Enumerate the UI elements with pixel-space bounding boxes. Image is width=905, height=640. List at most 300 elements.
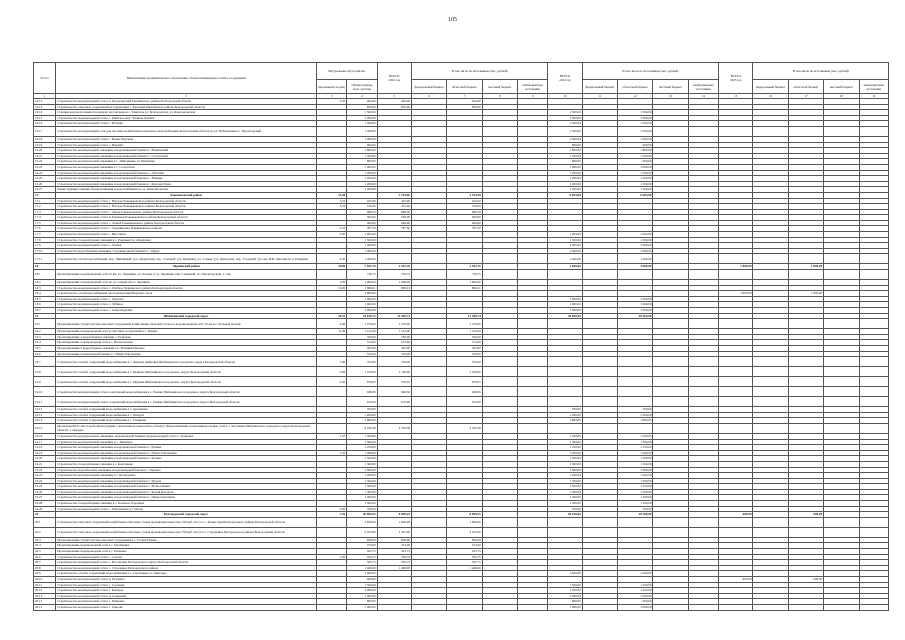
row-value: 1 500,00	[347, 484, 377, 490]
table-row	[34, 319, 889, 329]
row-code: 16.26	[34, 181, 56, 187]
row-value: 1 200,00	[548, 170, 582, 176]
investment-table	[33, 62, 889, 611]
row-code: 19.20	[34, 456, 56, 462]
row-value	[582, 126, 617, 136]
row-value: 1 000,00	[347, 296, 377, 302]
row-value	[518, 527, 548, 537]
row-value: 1 500,00	[548, 121, 582, 127]
row-name: Строительство водопроводной скважины и водонапорной башни в с. Муром	[56, 478, 317, 484]
row-value: 350,00	[447, 334, 482, 340]
row-value: 513,00	[447, 340, 482, 346]
row-value	[719, 517, 753, 527]
row-value: 1 800,00	[347, 291, 377, 297]
row-value: 1 300,00	[618, 461, 653, 467]
row-value: 600,00	[719, 512, 753, 518]
row-code: 17	[34, 192, 56, 198]
row-value: 700,00	[618, 407, 653, 413]
row-value: 900,00	[548, 159, 582, 165]
row-value	[753, 367, 788, 377]
row-value: 850,00	[347, 104, 377, 110]
row-value	[653, 527, 688, 537]
row-value	[824, 423, 859, 433]
row-value	[518, 397, 548, 407]
row-name: Строительство водопроводной сети в с. Кошары	[56, 588, 317, 594]
row-code: 19.9	[34, 377, 56, 387]
row-name: Строительство водопроводной скважины, водонапорной башни и водопроводной сети в с. Графовка	[56, 433, 317, 439]
row-value	[411, 377, 446, 387]
row-value	[518, 387, 548, 397]
row-value: 4 256,58	[377, 423, 411, 433]
table-row	[34, 126, 889, 136]
row-value	[518, 126, 548, 136]
row-value	[653, 126, 688, 136]
row-code: 19.15	[34, 423, 56, 433]
row-value	[753, 423, 788, 433]
row-value: 787,50	[377, 226, 411, 232]
table-row	[34, 377, 889, 387]
header-sources-2022a: В том числе по источникам (тыс. рублей)	[411, 63, 547, 80]
row-value: 1 500,00	[548, 484, 582, 490]
row-value	[719, 377, 753, 387]
row-value	[582, 387, 617, 397]
row-code: 17.7	[34, 232, 56, 238]
row-value: 500,00	[447, 215, 482, 221]
row-value	[411, 397, 446, 407]
row-value: 1 200,00	[618, 473, 653, 479]
row-value	[316, 397, 346, 407]
row-name: Строительство сетей и сооружений водоснабжения в с. Белянка Шебекинского городского округа Белгородской области	[56, 367, 317, 377]
row-code: 16.23	[34, 164, 56, 170]
row-value: 1 000,00	[618, 136, 653, 142]
row-value: 7 942,76	[347, 264, 377, 270]
row-name: Строительство водопроводной сети и сооружений водоснабжения в с. Ржевка Шебекинского городского округа Белгородской области	[56, 397, 317, 407]
row-code: 19.8	[34, 367, 56, 377]
row-code: 16.22	[34, 159, 56, 165]
row-value: 13 369,74	[377, 313, 411, 319]
page-number: 105	[448, 17, 457, 23]
row-value: 1 000,00	[548, 115, 582, 121]
row-code: 19.18	[34, 445, 56, 451]
row-value: 1 000,00	[548, 308, 582, 314]
row-value: 700,00	[548, 506, 582, 512]
row-value	[753, 604, 788, 610]
row-value: 1 500,00	[548, 582, 582, 588]
row-value: 532,00	[447, 351, 482, 357]
row-code: 19.4	[34, 340, 56, 346]
row-code: 17.11	[34, 254, 56, 264]
row-value	[548, 423, 582, 433]
row-name: Строительство сетей и сооружений водоснабжения в с. Глинкино	[56, 418, 317, 424]
row-name: Проектирование 2 водозаборных скважин в п. Мааявки Цвечево	[56, 345, 317, 351]
row-value: 1 200,00	[548, 588, 582, 594]
row-name: Строительство водопроводной сети в с. Огибное Чернянского района Белгородской области	[56, 285, 317, 291]
row-code: 20.14	[34, 599, 56, 605]
row-name: Строительство водопроводной сети в с. Ериковка	[56, 599, 317, 605]
row-code: 17.5	[34, 220, 56, 226]
row-value	[824, 527, 859, 537]
row-name: Строительство водопроводной сети в с. Александровка	[56, 308, 317, 314]
row-value	[482, 367, 517, 377]
table-row	[34, 527, 889, 537]
row-value	[719, 423, 753, 433]
row-value: 565,75	[347, 560, 377, 566]
row-value	[377, 604, 411, 610]
row-value: 1 300,00	[347, 439, 377, 445]
row-name: Строительство водопроводной скважины и водонапорной башни в с. Солдатский	[56, 153, 317, 159]
row-code: 20.5	[34, 549, 56, 555]
row-value	[688, 604, 718, 610]
column-number: 17	[788, 94, 823, 99]
column-number: 18	[824, 94, 859, 99]
row-name: Проектирование водонапорной башни в с. Новая Таволжанка	[56, 351, 317, 357]
row-value	[582, 377, 617, 387]
table-row	[34, 270, 889, 280]
row-name: Строительство водопроводной сети в п. Ровеньки Ровеньковского района Белгородской области	[56, 215, 317, 221]
row-value	[719, 270, 753, 280]
row-value: 1 500,00	[347, 237, 377, 243]
row-value	[411, 527, 446, 537]
row-name: Проектирование водопроводной сети в с. Малиновка	[56, 543, 317, 549]
row-value	[618, 397, 653, 407]
row-value: 1 200,00	[347, 588, 377, 594]
row-value	[753, 527, 788, 537]
row-value: 2 425,00	[447, 527, 482, 537]
row-name: Строительство сетей и сооружений водоснабжения в с. Червона Дибровка Шебекинского городского округа Белгородской области	[56, 357, 317, 367]
row-value	[859, 319, 888, 329]
row-value	[859, 367, 888, 377]
row-code: 20.12	[34, 588, 56, 594]
row-value: 1 000,00	[618, 164, 653, 170]
column-number: 8	[482, 94, 517, 99]
row-value: 1 500,00	[548, 153, 582, 159]
row-code: 16.14	[34, 110, 56, 116]
row-name: Строительство сетей и сооружений водоснабжения в с. Стрелецкое, п. Пригорье	[56, 571, 317, 577]
row-value	[753, 319, 788, 329]
row-name: Строительство водопроводной скважины в с. Дмитриевка ул. Шевченко	[56, 159, 317, 165]
row-value: 556,75	[447, 554, 482, 560]
row-name: Строительство сетей и сооружений водоснабжения в с. Пищуги	[56, 412, 317, 418]
row-code: 19.6	[34, 351, 56, 357]
row-value: 1 000,00	[618, 308, 653, 314]
row-name: Проектирование водопроводной сети в с. Бочковка	[56, 549, 317, 555]
row-value	[859, 517, 888, 527]
row-value	[618, 357, 653, 367]
row-value: 1 000,00	[618, 115, 653, 121]
row-value: 484,00	[377, 220, 411, 226]
row-value	[582, 254, 617, 264]
row-value	[788, 604, 823, 610]
row-value	[788, 367, 823, 377]
row-value	[719, 319, 753, 329]
row-value	[859, 270, 888, 280]
row-value: 1 800,00	[788, 264, 823, 270]
row-value	[688, 270, 718, 280]
row-code: 19.19	[34, 450, 56, 456]
row-value	[582, 604, 617, 610]
row-value: 513,00	[347, 340, 377, 346]
row-value	[377, 254, 411, 264]
row-name: Строительство водопроводной сети в с. Максимовка ул. Малая	[56, 506, 317, 512]
row-value	[859, 387, 888, 397]
row-value	[482, 423, 517, 433]
row-name: Строительство водопроводной скважины в с. Зимовное	[56, 439, 317, 445]
row-name: Строительство водопроводной скважины и водонапорной башни в с. Зинаида	[56, 176, 317, 182]
row-value: 850,00	[377, 104, 411, 110]
row-value: 305,00	[447, 345, 482, 351]
row-value: 1 400,00	[618, 495, 653, 501]
row-code: 18.1	[34, 270, 56, 280]
row-value: 1 500,00	[347, 456, 377, 462]
column-number: 11	[582, 94, 617, 99]
row-value: 1 300,00	[618, 478, 653, 484]
row-code: 16.18	[34, 136, 56, 142]
row-value: 556,75	[347, 554, 377, 560]
row-value	[411, 387, 446, 397]
row-value: 1 400,00	[618, 450, 653, 456]
row-value: 1 270,00	[347, 319, 377, 329]
row-value: 305,00	[347, 345, 377, 351]
row-value: 686,50	[377, 209, 411, 215]
row-code: 20.4	[34, 543, 56, 549]
row-name: Строительство водопроводной скважины и водонапорной башни в с. Вышинский	[56, 148, 317, 154]
row-value: 4,60	[316, 319, 346, 329]
row-value	[788, 319, 823, 329]
row-value	[653, 270, 688, 280]
row-value	[482, 527, 517, 537]
row-value: 600,00	[788, 512, 823, 518]
row-value	[582, 527, 617, 537]
row-name: Строительство водопроводной сети в с. Стрелецкое Белгородского района	[56, 565, 317, 571]
row-value: 672,00	[347, 397, 377, 407]
row-value: 1 000,00	[548, 164, 582, 170]
row-code: 20.2	[34, 527, 56, 537]
row-value	[618, 319, 653, 329]
row-value: 1 250,00	[618, 445, 653, 451]
row-value: 736,75	[347, 270, 377, 280]
row-value: 1 200,00	[618, 170, 653, 176]
row-value: 1 122,00	[447, 329, 482, 335]
row-code: 19.28	[34, 501, 56, 507]
row-value	[788, 270, 823, 280]
row-value: 20 000,00	[548, 313, 582, 319]
row-value: 1 300,00	[548, 489, 582, 495]
row-value: 1 400,00	[618, 254, 653, 264]
row-code: 19.22	[34, 467, 56, 473]
column-number: 15	[719, 94, 753, 99]
row-value: 1 800,00	[788, 291, 823, 297]
row-value	[719, 367, 753, 377]
row-value	[719, 397, 753, 407]
row-value	[582, 357, 617, 367]
column-number: 12	[618, 94, 653, 99]
row-code: 17.3	[34, 209, 56, 215]
row-name: Строительство водопроводной скважины и водонапорной башни в с. Красная Речка	[56, 181, 317, 187]
row-value: 423,75	[447, 549, 482, 555]
row-name: Строительство водопроводной сети в с. Лозная	[56, 243, 317, 249]
row-name: Строительство очистных сооружений на территории с. Красный Ракитянского района Белгородской области	[56, 104, 317, 110]
row-value: 310,00	[347, 204, 377, 210]
row-name: Проектная ФСО «РосСтрой»/Конструкция строительного контроля по объекту «Водоснабжение и внутриквартальные сети в с. Логачёвка Шебекинского городского округа Белгородской области, 1 очередь»	[56, 423, 317, 433]
row-value: 5,10	[316, 198, 346, 204]
row-value: 1 100,00	[377, 367, 411, 377]
row-code: 17.4	[34, 215, 56, 221]
row-value: 1 468,00	[347, 565, 377, 571]
row-value: 1 500,00	[618, 582, 653, 588]
row-value	[788, 527, 823, 537]
row-value	[824, 397, 859, 407]
row-value: 900,00	[618, 599, 653, 605]
row-value: 900,00	[548, 142, 582, 148]
row-value: 3 193,00	[377, 192, 411, 198]
row-code: 20.10	[34, 577, 56, 583]
row-value: 1 000,00	[347, 136, 377, 142]
row-value	[618, 367, 653, 377]
row-value: 1 600,00	[548, 302, 582, 308]
row-value	[316, 517, 346, 527]
row-value	[719, 387, 753, 397]
row-code: 19.25	[34, 484, 56, 490]
row-value: 1 800,00	[548, 148, 582, 154]
row-value: 1 500,00	[618, 126, 653, 136]
header-total-2022b: ВСЕГО 2022 год	[548, 63, 582, 94]
row-value: 484,00	[347, 220, 377, 226]
row-value	[618, 270, 653, 280]
row-code: 16.12	[34, 99, 56, 105]
row-value	[618, 423, 653, 433]
header-source: внебюджетные источники	[859, 80, 888, 94]
row-value: 1 500,00	[548, 110, 582, 116]
row-name: Строительство сетей водоснабжения для подключения Верхнего поля	[56, 291, 317, 297]
row-value: 900,00	[618, 142, 653, 148]
table-row	[34, 367, 889, 377]
row-code: 18.6	[34, 302, 56, 308]
row-value: 1 500,00	[347, 126, 377, 136]
row-value	[653, 254, 688, 264]
row-value: 1 300,00	[618, 439, 653, 445]
row-value: 1 400,00	[347, 450, 377, 456]
row-value	[788, 254, 823, 264]
header-source: федеральный бюджет	[411, 80, 446, 94]
row-value: 8 099,25	[447, 512, 482, 518]
row-value: 1 003,00	[618, 232, 653, 238]
row-name: Строительство водопроводной сети в с. Лозная Ровеньковского района Белгородской области	[56, 220, 317, 226]
row-value	[411, 367, 446, 377]
row-value	[653, 423, 688, 433]
table-row	[34, 254, 889, 264]
row-value: 1 400,00	[548, 495, 582, 501]
row-value: 3 600,00	[618, 264, 653, 270]
header-sources-2022b: В том числе по источникам (тыс. рублей)	[582, 63, 718, 80]
row-value: 1 000,00	[347, 115, 377, 121]
row-value	[582, 517, 617, 527]
row-value	[618, 517, 653, 527]
row-value: 700,00	[347, 506, 377, 512]
row-value: 1 003,00	[347, 232, 377, 238]
row-value	[518, 319, 548, 329]
row-name: Строительство водопроводной скважины и водонапорной башни в с. Купино	[56, 456, 317, 462]
row-value: 948,36	[377, 387, 411, 397]
row-name: Строительство водопроводной сети в с. Бессоновка Белгородского округа Белгородской области	[56, 560, 317, 566]
row-value	[788, 423, 823, 433]
row-value: 20 000,00	[618, 313, 653, 319]
row-value: 1 600,00	[548, 467, 582, 473]
row-value: 305,00	[377, 345, 411, 351]
row-value: 6 003,00	[618, 192, 653, 198]
row-value	[859, 357, 888, 367]
row-name: Проектирование 2 водозаборных скважин с. Графовка	[56, 334, 317, 340]
row-value: 806,01	[447, 285, 482, 291]
row-value	[859, 604, 888, 610]
row-value: 1 200,00	[618, 588, 653, 594]
row-value: 1 000,00	[548, 243, 582, 249]
row-value	[482, 357, 517, 367]
row-value: 1 600,00	[347, 302, 377, 308]
row-code: 19.10	[34, 387, 56, 397]
column-number: 19	[859, 94, 888, 99]
row-value: 948,36	[447, 387, 482, 397]
row-value	[411, 319, 446, 329]
row-value	[548, 270, 582, 280]
row-value	[548, 517, 582, 527]
row-value	[582, 367, 617, 377]
row-value: 1 300,00	[618, 489, 653, 495]
row-value: 500,00	[347, 215, 377, 221]
row-code: 18.3	[34, 285, 56, 291]
row-value: 404,00	[447, 99, 482, 105]
row-value: 900,00	[347, 142, 377, 148]
row-code: 16.15	[34, 115, 56, 121]
row-code: 20.3	[34, 537, 56, 543]
row-value: 787,50	[347, 226, 377, 232]
row-value: 36 899,25	[347, 512, 377, 518]
row-value: 2,10	[316, 226, 346, 232]
row-name: Проектирование строительства очистных сооружений хозяйственно-бытовых стоков и водопроводной сети 3,5 км в с. Большая Халань	[56, 319, 317, 329]
row-value: 423,75	[377, 549, 411, 555]
row-value	[859, 397, 888, 407]
row-value: 1 468,00	[447, 565, 482, 571]
row-value	[518, 377, 548, 387]
row-value	[859, 377, 888, 387]
row-value: 1 100,00	[347, 367, 377, 377]
row-value	[447, 254, 482, 264]
row-value	[753, 357, 788, 367]
row-value: 1 000,00	[347, 243, 377, 249]
column-number: 4	[347, 94, 377, 99]
row-name: Строительство водопроводной скважины и водонапорной башни в с. Первое Цепляево	[56, 495, 317, 501]
row-value	[824, 357, 859, 367]
row-value	[753, 397, 788, 407]
row-code: 20.6	[34, 554, 56, 560]
row-value: 856,00	[447, 537, 482, 543]
row-code: 16.27	[34, 187, 56, 193]
row-value: 1 400,00	[548, 254, 582, 264]
row-value: 484,00	[447, 220, 482, 226]
row-value: 792,00	[377, 357, 411, 367]
row-name: Строительство водопроводной сети в с. Хитрово	[56, 296, 317, 302]
row-value	[688, 357, 718, 367]
row-value	[653, 517, 688, 527]
row-value	[482, 319, 517, 329]
row-value: 1,50	[316, 450, 346, 456]
row-value	[411, 357, 446, 367]
row-value: 556,75	[377, 554, 411, 560]
row-code: 19.12	[34, 407, 56, 413]
row-value: 976,05	[447, 377, 482, 387]
row-value	[618, 527, 653, 537]
row-value: 1 500,00	[347, 582, 377, 588]
row-name: Проектирование водопроводной сети 25 км. в с. Чернянка, ул. Лесная 17 (с. Чернянка, пер. Северный, ул. Пролетарская), 2 этап	[56, 270, 317, 280]
